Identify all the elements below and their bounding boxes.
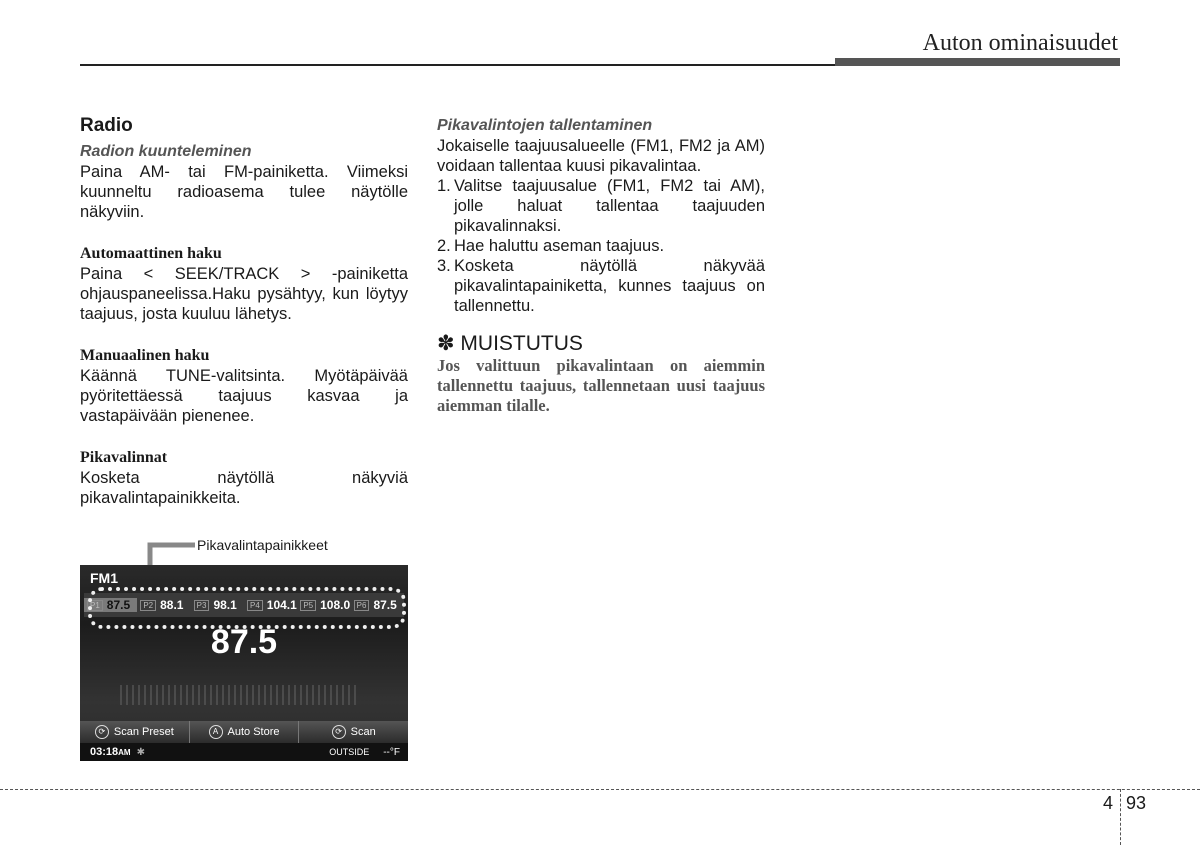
preset-button-6: P6 87.5 — [351, 598, 404, 612]
subheading-presets: Pikavalinnat — [80, 449, 168, 466]
section-heading-radio: Radio — [80, 115, 133, 136]
footer-rule — [0, 789, 1200, 790]
list-item: 2. Hae haluttu aseman taajuus. — [437, 237, 665, 255]
subheading-listening: Radion kuunteleminen — [80, 143, 252, 160]
preset-button-5: P5 108.0 — [297, 598, 350, 612]
note-body: Jos valittuun pikavalintaan on aiemmin tallennettu taajuus, tallennetaan uusi taajuus aiemman tilalle. — [437, 356, 765, 415]
current-frequency: 87.5 — [210, 623, 278, 661]
note-title: ✽ MUISTUTUS — [437, 332, 583, 355]
clock: 03:18AM — [90, 746, 131, 758]
scan-icon: ⟳ — [332, 725, 346, 739]
header-rule-accent — [835, 58, 1120, 66]
paragraph-store-presets: Jokaiselle taajuusalueelle (FM1, FM2 ja AM) voidaan tallentaa kuusi pikavalintaa. — [437, 137, 765, 175]
bluetooth-icon: ✱ — [136, 746, 145, 758]
outside-label: OUTSIDE — [329, 747, 370, 757]
preset-button-2: P2 88.1 — [137, 598, 190, 612]
header-rule — [80, 64, 840, 66]
paragraph-manual-search: Käännä TUNE-valitsinta. Myötäpäivää pyöritettäessä taajuus kasvaa ja vastapäivään pienenee. — [80, 367, 408, 425]
paragraph-auto-search: Paina < SEEK/TRACK > -painiketta ohjauspaneelissa.Haku pysähtyy, kun löytyy taajuus, josta kuuluu lähetys. — [80, 265, 408, 323]
subheading-auto-search: Automaattinen haku — [80, 245, 222, 262]
preset-button-1: P1 87.5 — [84, 598, 137, 612]
band-label: FM1 — [90, 570, 118, 586]
scan-preset-softkey: ⟳ Scan Preset — [80, 721, 190, 743]
callout-label: Pikavalintapainikkeet — [197, 537, 328, 553]
waveform-graphic — [120, 685, 360, 705]
status-bar — [80, 743, 408, 761]
list-item: 3. Kosketa näytöllä näkyvää pikavalintapainiketta, kunnes taajuus on tallennettu. — [437, 257, 765, 315]
steps-list — [437, 176, 765, 316]
preset-button-3: P3 98.1 — [191, 598, 244, 612]
outside-temperature: --°F — [383, 746, 400, 758]
paragraph-presets: Kosketa näytöllä näkyviä pikavalintapainikkeita. — [80, 469, 408, 507]
scan-softkey: ⟳ Scan — [299, 721, 408, 743]
auto-store-softkey: A Auto Store — [190, 721, 300, 743]
left-column — [80, 116, 408, 508]
paragraph-listening: Paina AM- tai FM-painiketta. Viimeksi kuunneltu radioasema tulee näytölle näkyviin. — [80, 163, 408, 221]
footer-divider — [1120, 789, 1121, 845]
store-icon: A — [209, 725, 223, 739]
middle-column — [437, 116, 765, 416]
page-header-title: Auton ominaisuudet — [922, 30, 1118, 56]
subheading-manual-search: Manuaalinen haku — [80, 347, 210, 364]
subheading-store-presets: Pikavalintojen tallentaminen — [437, 117, 653, 134]
chapter-number: 4 — [1103, 793, 1114, 813]
list-item: 1. Valitse taajuusalue (FM1, FM2 tai AM), jolle haluat tallentaa taajuuden pikavalinnaksi. — [437, 177, 765, 235]
scan-icon: ⟳ — [95, 725, 109, 739]
radio-screen-figure — [80, 565, 408, 761]
preset-button-4: P4 104.1 — [244, 598, 297, 612]
page-number: 93 — [1126, 793, 1147, 813]
softkey-bar — [80, 721, 408, 743]
